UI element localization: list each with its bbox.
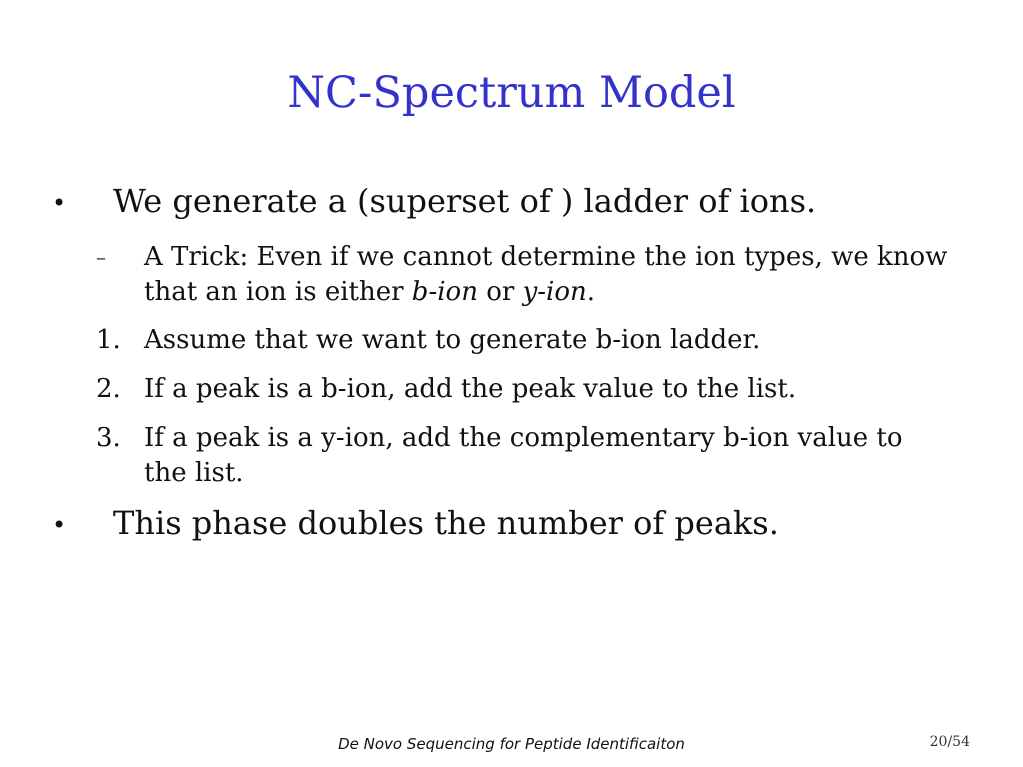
bullet-text: We generate a (superset of ) ladder of ions. (113, 182, 817, 220)
or-word: or (477, 277, 523, 307)
numbered-line-1: If a peak is a y-ion, add the complementary b-ion value to (144, 423, 903, 453)
bullet-text: This phase doubles the number of peaks. (113, 504, 779, 542)
numbered-text (144, 421, 974, 491)
number-marker: 3. (96, 423, 121, 453)
y-ion-term: y-ion (522, 277, 587, 307)
dash-marker: – (96, 245, 106, 269)
number-marker: 1. (96, 325, 121, 355)
footer-text: De Novo Sequencing for Peptide Identificaiton (338, 735, 685, 753)
numbered-text: Assume that we want to generate b-ion ladder. (144, 325, 761, 355)
numbered-line-2: the list. (144, 458, 244, 488)
page-number: 20/54 (929, 734, 970, 750)
bullet-marker: • (52, 189, 67, 217)
sub-bullet-text (144, 240, 974, 310)
number-marker: 2. (96, 374, 121, 404)
bullet-marker: • (52, 511, 67, 539)
sub-bullet-line-1: A Trick: Even if we cannot determine the ion types, we know (144, 242, 948, 272)
line-prefix: that an ion is either (144, 277, 412, 307)
sub-bullet-line-2 (144, 275, 974, 310)
slide-title: NC-Spectrum Model (287, 68, 736, 118)
numbered-text: If a peak is a b-ion, add the peak value to the list. (144, 374, 797, 404)
period: . (586, 277, 596, 307)
b-ion-term: b-ion (411, 277, 478, 307)
